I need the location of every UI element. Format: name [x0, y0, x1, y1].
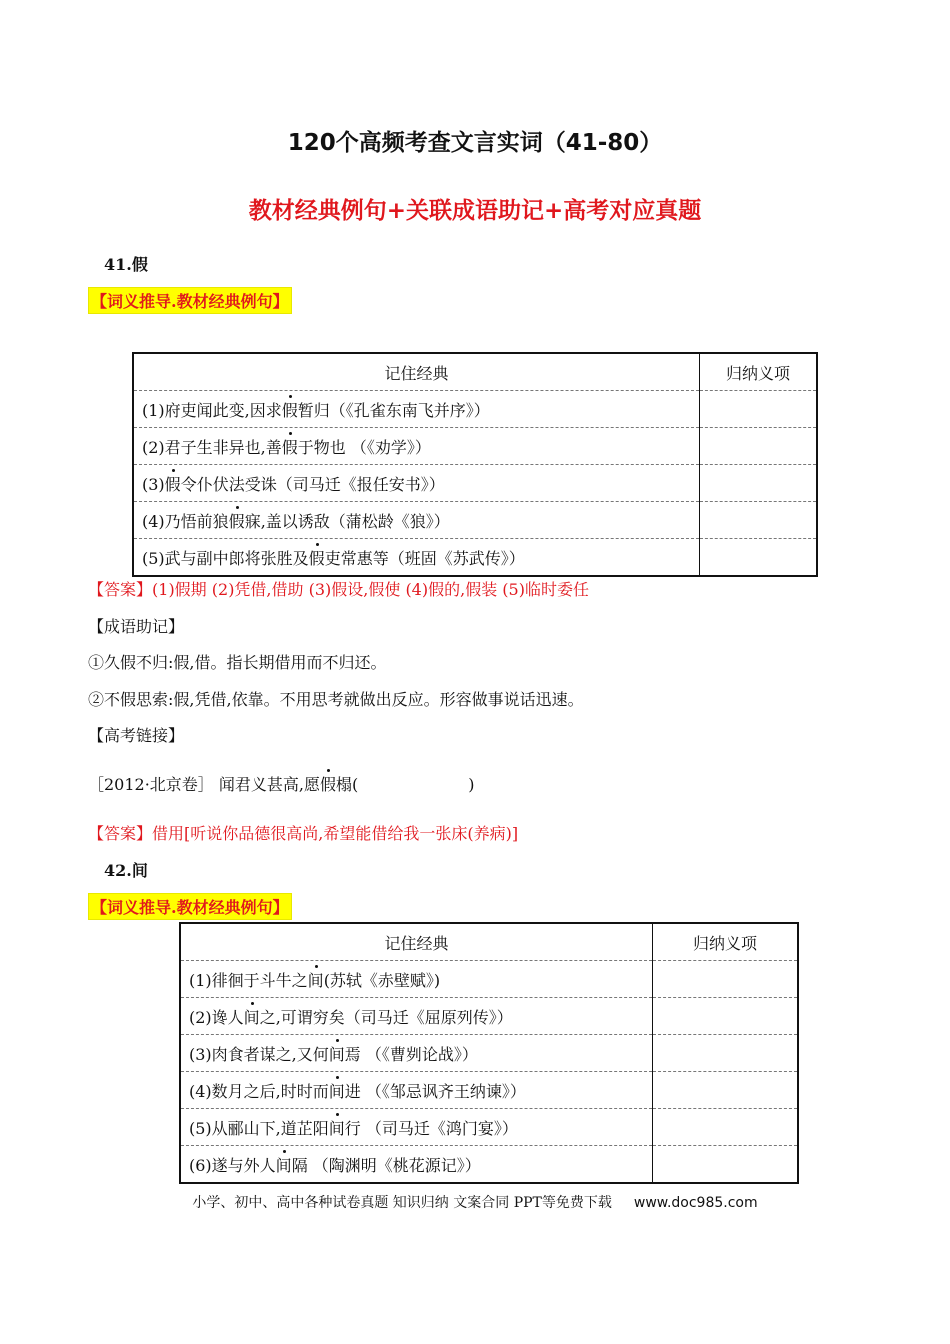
footer-site: www.doc985.com — [633, 1195, 758, 1211]
idiom-item: ①久假不归:假,借。指长期借用而不归还。 — [88, 653, 387, 672]
entry-heading-41: 41.假 — [104, 255, 148, 274]
answer-tag: 【答案】 — [88, 580, 153, 599]
exam-link-heading: 【高考链接】 — [88, 726, 185, 745]
answer-text: (1)假期 (2)凭借,借助 (3)假设,假使 (4)假的,假装 (5)临时委任 — [152, 580, 589, 599]
example-cell: (2)君子生非异也,善假于物也 （《劝学》） — [133, 428, 700, 465]
key-char: 假 — [282, 398, 298, 421]
key-char: 间 — [276, 1153, 292, 1176]
table-row — [180, 998, 798, 1035]
meaning-cell — [700, 428, 818, 465]
table-row — [180, 1035, 798, 1072]
key-char: 假 — [320, 772, 336, 795]
header-cell: 记住经典 — [133, 353, 700, 391]
example-cell: (2)谗人间之,可谓穷矣（司马迁《屈原列传》） — [180, 998, 653, 1035]
table-row — [133, 502, 817, 539]
answer-text: 借用[听说你品德很高尚,希望能借给我一张床(养病)] — [152, 824, 519, 843]
vocab-table-42 — [179, 922, 799, 1184]
table-row — [180, 1072, 798, 1109]
example-cell: (1)徘徊于斗牛之间(苏轼《赤壁赋》) — [180, 961, 653, 998]
answer-line-41 — [88, 577, 589, 600]
idiom-heading: 【成语助记】 — [88, 617, 185, 636]
meaning-cell — [653, 1146, 799, 1184]
table-header-row — [180, 923, 798, 961]
exam-answer — [88, 821, 518, 844]
key-char: 假 — [309, 546, 325, 569]
key-char: 间 — [329, 1079, 345, 1102]
table-row — [180, 961, 798, 998]
example-cell: (4)数月之后,时时而间进 （《邹忌讽齐王纳谏》） — [180, 1072, 653, 1109]
meaning-cell — [700, 465, 818, 502]
idiom-item: ②不假思索:假,凭借,依靠。不用思考就做出反应。形容做事说话迅速。 — [88, 690, 584, 709]
meaning-cell — [700, 539, 818, 577]
example-cell: (5)从郦山下,道芷阳间行 （司马迁《鸿门宴》） — [180, 1109, 653, 1146]
table-row — [133, 539, 817, 577]
meaning-cell — [653, 998, 799, 1035]
key-char: 间 — [329, 1042, 345, 1065]
section-tag-42: 【词义推导.教材经典例句】 — [88, 893, 292, 920]
example-cell: (4)乃悟前狼假寐,盖以诱敌（蒲松龄《狼》） — [133, 502, 700, 539]
example-cell: (3)肉食者谋之,又何间焉 （《曹刿论战》） — [180, 1035, 653, 1072]
page-title: 120个高频考查文言实词（41-80） — [287, 130, 663, 156]
example-cell: (5)武与副中郎将张胜及假吏常惠等（班固《苏武传》） — [133, 539, 700, 577]
key-char: 假 — [229, 509, 245, 532]
key-char: 间 — [329, 1116, 345, 1139]
header-cell: 归纳义项 — [653, 923, 799, 961]
meaning-cell — [653, 1109, 799, 1146]
table-row — [180, 1109, 798, 1146]
example-cell: (1)府吏闻此变,因求假暂归（《孔雀东南飞并序》） — [133, 391, 700, 428]
key-char: 假 — [165, 472, 181, 495]
entry-heading-42: 42.间 — [104, 861, 148, 880]
section-tag-41: 【词义推导.教材经典例句】 — [88, 287, 292, 314]
page-subtitle: 教材经典例句+关联成语助记+高考对应真题 — [248, 198, 702, 224]
example-cell: (3)假令仆伏法受诛（司马迁《报任安书》） — [133, 465, 700, 502]
exam-question: ［2012·北京卷］ 闻君义甚高,愿假榻( ) — [88, 772, 475, 795]
vocab-table-41 — [132, 352, 818, 577]
key-char: 间 — [308, 968, 324, 991]
meaning-cell — [653, 1035, 799, 1072]
table-header-row — [133, 353, 817, 391]
example-cell: (6)遂与外人间隔 （陶渊明《桃花源记》） — [180, 1146, 653, 1184]
meaning-cell — [700, 391, 818, 428]
header-cell: 记住经典 — [180, 923, 653, 961]
meaning-cell — [653, 1072, 799, 1109]
key-char: 间 — [244, 1005, 260, 1028]
table-row — [133, 391, 817, 428]
footer-text: 小学、初中、高中各种试卷真题 知识归纳 文案合同 PPT等免费下载 — [192, 1195, 612, 1211]
meaning-cell — [700, 502, 818, 539]
page-footer — [0, 1192, 950, 1212]
table-row — [133, 465, 817, 502]
meaning-cell — [653, 961, 799, 998]
header-cell: 归纳义项 — [700, 353, 818, 391]
answer-tag: 【答案】 — [88, 824, 153, 843]
table-row — [180, 1146, 798, 1184]
table-row — [133, 428, 817, 465]
key-char: 假 — [282, 435, 298, 458]
